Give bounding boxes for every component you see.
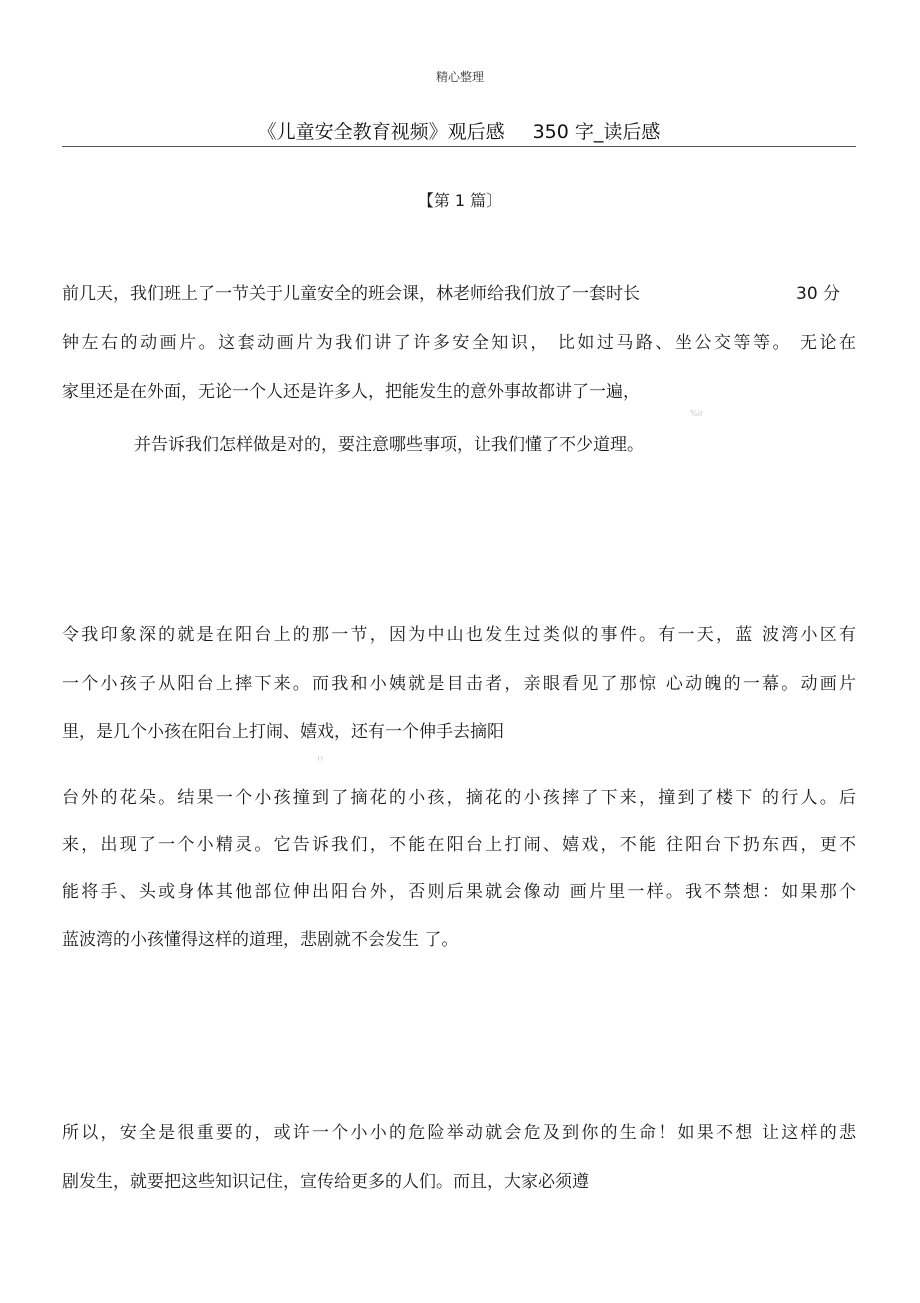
p1-line-1-number: 30 分 [796,284,841,304]
title-divider [62,146,856,147]
p2-line-3: 里，是几个小孩在阳台上打闹、嬉戏，还有一个伸手去摘阳 [62,722,504,742]
title-main: 《儿童安全教育视频》观后感 [257,121,505,143]
p2-line-1: 令我印象深的就是在阳台上的那一节，因为中山也发生过类似的事件。有一天，蓝 波湾小区有 [62,625,856,645]
page-title [62,117,856,144]
p2-line-5: 来，出现了一个小精灵。它告诉我们，不能在阳台上打闹、嬉戏，不能 往阳台下扔东西，更不 [62,835,856,855]
p1-line-3: 家里还是在外面，无论一个人还是许多人，把能发生的意外事故都讲了一遍， [62,382,640,402]
p2-line-6: 能将手、头或身体其他部位伸出阳台外，否则后果就会像动 画片里一样。我不禁想：如果那个 [62,882,856,902]
p1-line-4: 并告诉我们怎样做是对的，要注意哪些事项，让我们懂了不少道理。 [134,435,644,455]
p3-line-2: 剧发生，就要把这些知识记住，宣传给更多的人们。而且，大家必须遵 [62,1172,589,1192]
scan-artifact-1: %ir [690,409,704,418]
p3-line-1: 所以，安全是很重要的，或许一个小小的危险举动就会危及到你的生命！如果不想 让这样的悲 [62,1123,856,1143]
p1-line-2: 钟左右的动画片。这套动画片为我们讲了许多安全知识， 比如过马路、坐公交等等。 无论在 [62,333,856,353]
section-label: 【第 1 篇〕 [417,191,503,210]
title-suffix: 350 字_读后感 [532,121,661,143]
p1-line-1: 前几天，我们班上了一节关于儿童安全的班会课，林老师给我们放了一套时长 [62,284,640,304]
p2-line-7: 蓝波湾的小孩懂得这样的道理，悲剧就不会发生 了。 [62,930,459,950]
p2-line-4: 台外的花朵。结果一个小孩撞到了摘花的小孩，摘花的小孩摔了下来，撞到了楼下 的行人。后 [62,788,856,808]
p2-line-2: 一个小孩子从阳台上摔下来。而我和小姨就是目击者，亲眼看见了那惊 心动魄的一幕。动画片 [62,674,856,694]
scan-artifact-2: !! [317,755,324,764]
header-note: 精心整理 [435,70,484,84]
